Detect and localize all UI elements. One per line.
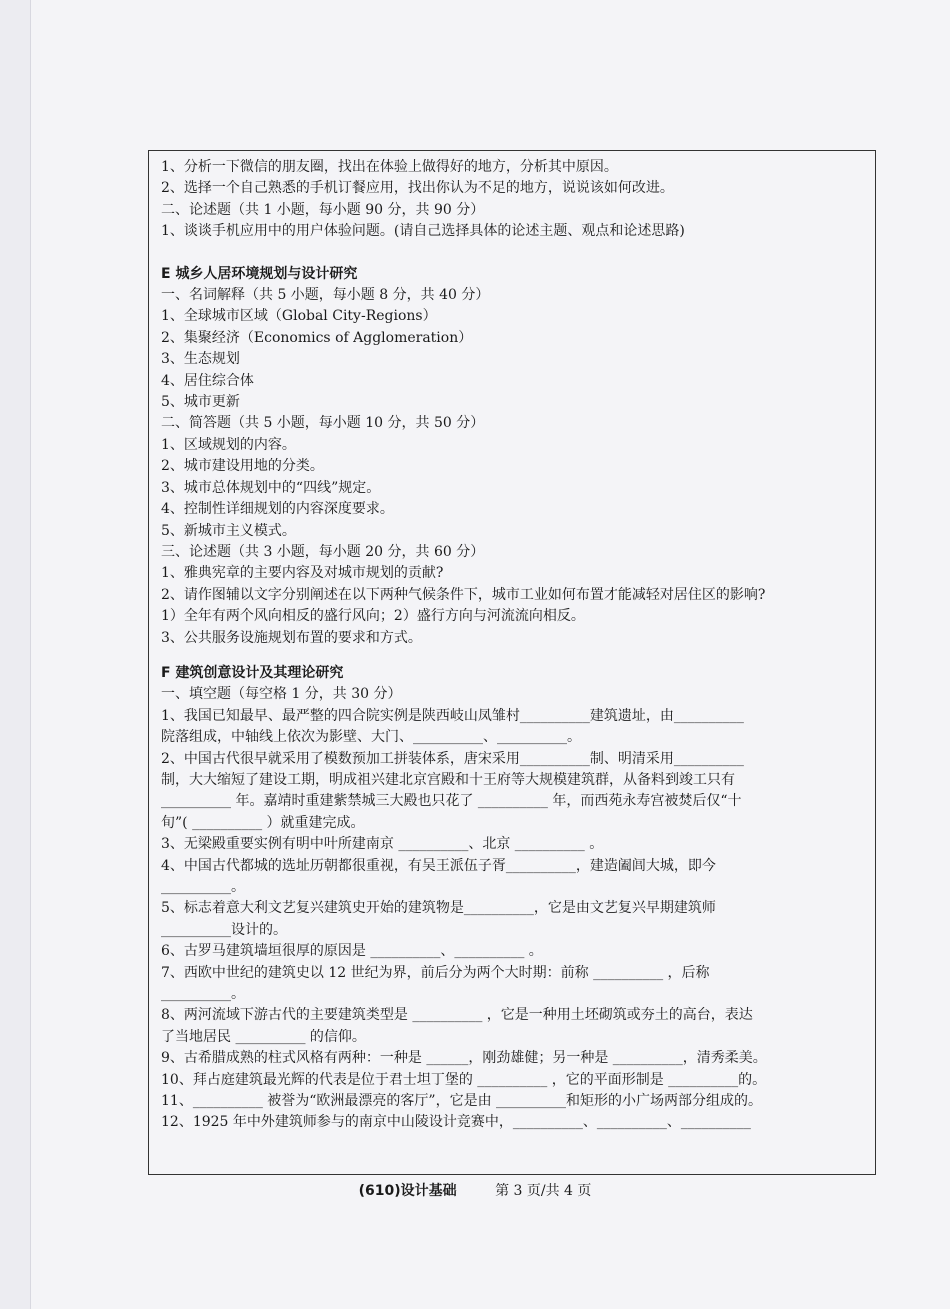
question-line: 3、公共服务设施规划布置的要求和方式。 — [161, 629, 422, 646]
footer-page-number: 第 3 页/共 4 页 — [495, 1183, 592, 1199]
question-line: __________。 — [161, 879, 245, 895]
question-line: 2、城市建设用地的分类。 — [161, 458, 324, 475]
question-line: 1、谈谈手机应用中的用户体验问题。(请自己选择具体的论述主题、观点和论述思路) — [161, 223, 685, 240]
question-line: 11、__________ 被誉为“欧洲最漂亮的客厅”，它是由 __________和矩形的小广场两部分组成的。 — [161, 1093, 763, 1110]
question-line: 3、无梁殿重要实例有明中叶所建南京 __________、北京 __________ 。 — [161, 836, 604, 853]
question-line: 5、标志着意大利文艺复兴建筑史开始的建筑物是__________，它是由文艺复兴早期建筑师 — [161, 900, 716, 917]
question-line: 了当地居民 __________ 的信仰。 — [161, 1028, 366, 1045]
question-line: 2、集聚经济（Economics of Agglomeration） — [161, 329, 473, 346]
question-line: __________ 年。嘉靖时重建紫禁城三大殿也只花了 __________ 年，而西苑永寿宫被焚后仅“十 — [161, 793, 742, 810]
question-line: 7、西欧中世纪的建筑史以 12 世纪为界，前后分为两个大时期：前称 __________ ，后称 — [161, 964, 710, 981]
question-line: 2、选择一个自己熟悉的手机订餐应用，找出你认为不足的地方，说说该如何改进。 — [161, 180, 674, 197]
question-line: 1、区域规划的内容。 — [161, 436, 296, 453]
question-line: 1、分析一下微信的朋友圈，找出在体验上做得好的地方，分析其中原因。 — [161, 159, 618, 175]
question-line: __________。 — [161, 986, 245, 1003]
question-line: 4、中国古代都城的选址历朝都很重视，有吴王派伍子胥__________，建造阖闾大城，即今 — [161, 857, 716, 874]
question-line: 5、新城市主义模式。 — [161, 522, 296, 539]
question-line: 院落组成，中轴线上依次为影壁、大门、__________、__________。 — [161, 729, 581, 746]
section-heading: 一、名词解释（共 5 小题，每小题 8 分，共 40 分） — [161, 287, 490, 304]
question-line: 3、城市总体规划中的“四线”规定。 — [161, 479, 381, 496]
section-heading: 二、论述题（共 1 小题，每小题 90 分，共 90 分） — [161, 201, 485, 218]
section-heading: 三、论述题（共 3 小题，每小题 20 分，共 60 分） — [161, 543, 485, 560]
section-heading: 一、填空题（每空格 1 分，共 30 分） — [161, 686, 402, 703]
question-line: 12、1925 年中外建筑师参与的南京中山陵设计竞赛中，__________、__________、__________ — [161, 1114, 751, 1131]
exam-page-frame — [148, 150, 876, 1175]
question-line: 1、全球城市区域（Global City-Regions） — [161, 308, 437, 325]
footer-subject: (610)设计基础 — [358, 1183, 457, 1199]
page-footer — [0, 1180, 950, 1200]
paper-edge — [0, 0, 31, 1309]
question-line: 2、中国古代很早就采用了模数预加工拼装体系，唐宋采用__________制、明清采用__________ — [161, 750, 744, 767]
question-line: __________设计的。 — [161, 921, 287, 938]
question-line: 10、拜占庭建筑最光辉的代表是位于君士坦丁堡的 __________ ，它的平面形制是 __________的。 — [161, 1071, 767, 1088]
question-line: 1、雅典宪章的主要内容及对城市规划的贡献? — [161, 565, 444, 582]
section-e-title: E 城乡人居环境规划与设计研究 — [161, 265, 358, 282]
question-line: 3、生态规划 — [161, 351, 240, 368]
question-line: 4、控制性详细规划的内容深度要求。 — [161, 501, 394, 518]
question-line: 6、古罗马建筑墙垣很厚的原因是 __________、__________ 。 — [161, 943, 543, 960]
question-line: 制，大大缩短了建设工期，明成祖兴建北京宫殿和十王府等大规模建筑群，从备料到竣工只有 — [161, 771, 735, 788]
question-line: 5、城市更新 — [161, 394, 240, 411]
question-line: 4、居住综合体 — [161, 372, 254, 389]
question-line: 1）全年有两个风向相反的盛行风向；2）盛行方向与河流流向相反。 — [161, 608, 585, 625]
section-heading: 二、简答题（共 5 小题，每小题 10 分，共 50 分） — [161, 415, 485, 432]
question-line: 8、两河流域下游古代的主要建筑类型是 __________ ，它是一种用土坯砌筑或夯土的高台，表达 — [161, 1007, 753, 1024]
section-f-title: F 建筑创意设计及其理论研究 — [161, 664, 344, 681]
question-line: 1、我国已知最早、最严整的四合院实例是陕西岐山凤雏村__________建筑遗址，由__________ — [161, 707, 744, 724]
question-line: 9、古希腊成熟的柱式风格有两种：一种是 ______，刚劲雄健；另一种是 __________，清秀柔美。 — [161, 1050, 767, 1067]
question-line: 2、请作图辅以文字分别阐述在以下两种气候条件下，城市工业如何布置才能减轻对居住区的影响? — [161, 586, 766, 603]
question-line: 旬”( __________ ）就重建完成。 — [161, 814, 365, 831]
